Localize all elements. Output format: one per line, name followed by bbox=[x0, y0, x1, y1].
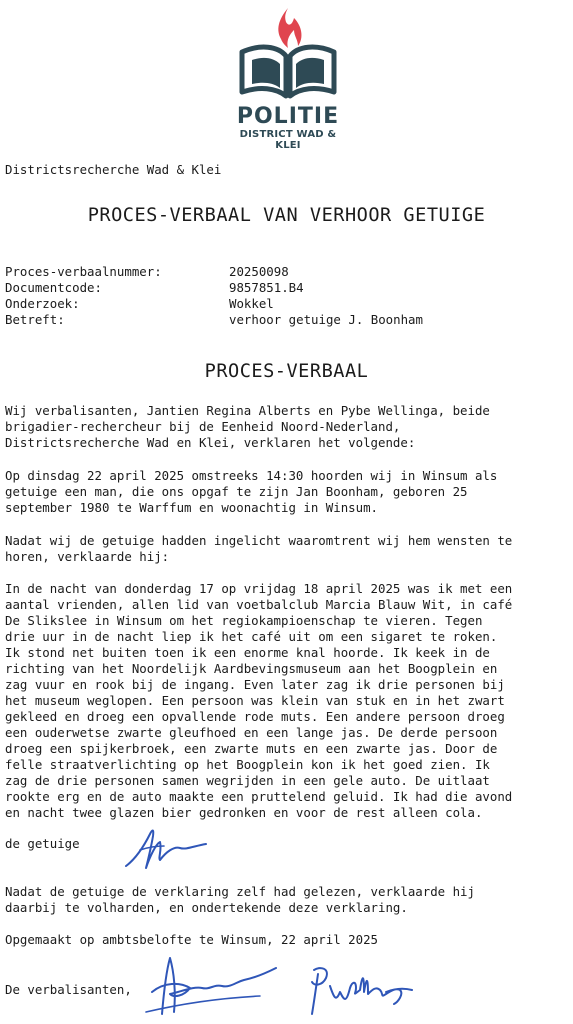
field-label: Documentcode: bbox=[5, 280, 102, 295]
book-flame-icon bbox=[228, 4, 348, 104]
text-line: daarbij te volharden, en ondertekende deze verklaring. bbox=[5, 900, 408, 915]
text-line: gekleed en droeg een opvallende rode muts. Een andere persoon droeg bbox=[5, 709, 505, 724]
text-line: getuige een man, die ons opgaf te zijn Jan Boonham, geboren 25 bbox=[5, 484, 468, 499]
witness-signature bbox=[120, 820, 210, 876]
field-value: Wokkel bbox=[229, 296, 274, 311]
field-value: 20250098 bbox=[229, 264, 289, 279]
text-line: een ouderwetse zwarte gleufhoed en een lange jas. De derde persoon bbox=[5, 725, 498, 740]
field-value: 9857851.B4 bbox=[229, 280, 304, 295]
text-line: Districtsrecherche Wad en Klei, verklaren het volgende: bbox=[5, 435, 416, 450]
text-line: In de nacht van donderdag 17 op vrijdag 18 april 2025 was ik met een bbox=[5, 581, 513, 596]
text-line: zag vuur en rook bij de ingang. Even later zag ik drie personen bij bbox=[5, 677, 505, 692]
field-value: verhoor getuige J. Boonham bbox=[229, 312, 423, 327]
text-line: Wij verbalisanten, Jantien Regina Alberts en Pybe Wellinga, beide bbox=[5, 403, 490, 418]
closing-line: Opgemaakt op ambtsbelofte te Winsum, 22 april 2025 bbox=[5, 932, 378, 947]
document-title: PROCES-VERBAAL VAN VERHOOR GETUIGE bbox=[87, 205, 486, 226]
text-line: richting van het Noordelijk Aardbevingsmuseum aan het Boogplein en bbox=[5, 661, 498, 676]
officer-signature-alberts bbox=[140, 952, 280, 1020]
police-logo bbox=[228, 4, 348, 151]
text-line: De Slikslee in Winsum om het regiokampioenschap te vieren. Tegen bbox=[5, 613, 483, 628]
text-line: droeg een spijkerbroek, een zwarte muts en een zwarte jas. Door de bbox=[5, 741, 498, 756]
field-label: Onderzoek: bbox=[5, 296, 80, 311]
text-line: Nadat de getuige de verklaring zelf had gelezen, verklaarde hij bbox=[5, 884, 475, 899]
text-line: drie uur in de nacht liep ik het café uit om een sigaret te roken. bbox=[5, 629, 498, 644]
text-line: Op dinsdag 22 april 2025 omstreeks 14:30 hoorden wij in Winsum als bbox=[5, 468, 498, 483]
text-line: horen, verklaarde hij: bbox=[5, 549, 170, 564]
text-line: felle straatverlichting op het Boogplein kon ik het goed zien. Ik bbox=[5, 757, 490, 772]
text-line: Ik stond net buiten toen ik een enorme knal hoorde. Ik keek in de bbox=[5, 645, 490, 660]
text-line: brigadier-rechercheur bij de Eenheid Noord-Nederland, bbox=[5, 419, 401, 434]
section-title: PROCES-VERBAAL bbox=[204, 361, 369, 382]
text-line: september 1980 te Warffum en woonachtig in Winsum. bbox=[5, 500, 378, 515]
text-line: en nacht twee glazen bier gedronken en voor de rest alleen cola. bbox=[5, 805, 483, 820]
text-line: Nadat wij de getuige hadden ingelicht waaromtrent wij hem wensten te bbox=[5, 533, 513, 548]
officers-label: De verbalisanten, bbox=[5, 982, 132, 997]
text-line: rookte erg en de auto maakte een pruttelend geluid. Ik had die avond bbox=[5, 789, 513, 804]
officer-signature-wellinga bbox=[300, 958, 420, 1018]
logo-subtitle: DISTRICT WAD & KLEI bbox=[239, 129, 337, 151]
header-unit: Districtsrecherche Wad & Klei bbox=[5, 162, 222, 177]
text-line: het museum weglopen. Een persoon was klein van stuk en in het zwart bbox=[5, 693, 505, 708]
text-line: zag de drie personen samen wegrijden in een gele auto. De uitlaat bbox=[5, 773, 490, 788]
logo-title: POLITIE bbox=[236, 104, 340, 129]
witness-label: de getuige bbox=[5, 836, 80, 851]
field-label: Betreft: bbox=[5, 312, 65, 327]
field-label: Proces-verbaalnummer: bbox=[5, 264, 162, 279]
text-line: aantal vrienden, allen lid van voetbalclub Marcia Blauw Wit, in café bbox=[5, 597, 513, 612]
